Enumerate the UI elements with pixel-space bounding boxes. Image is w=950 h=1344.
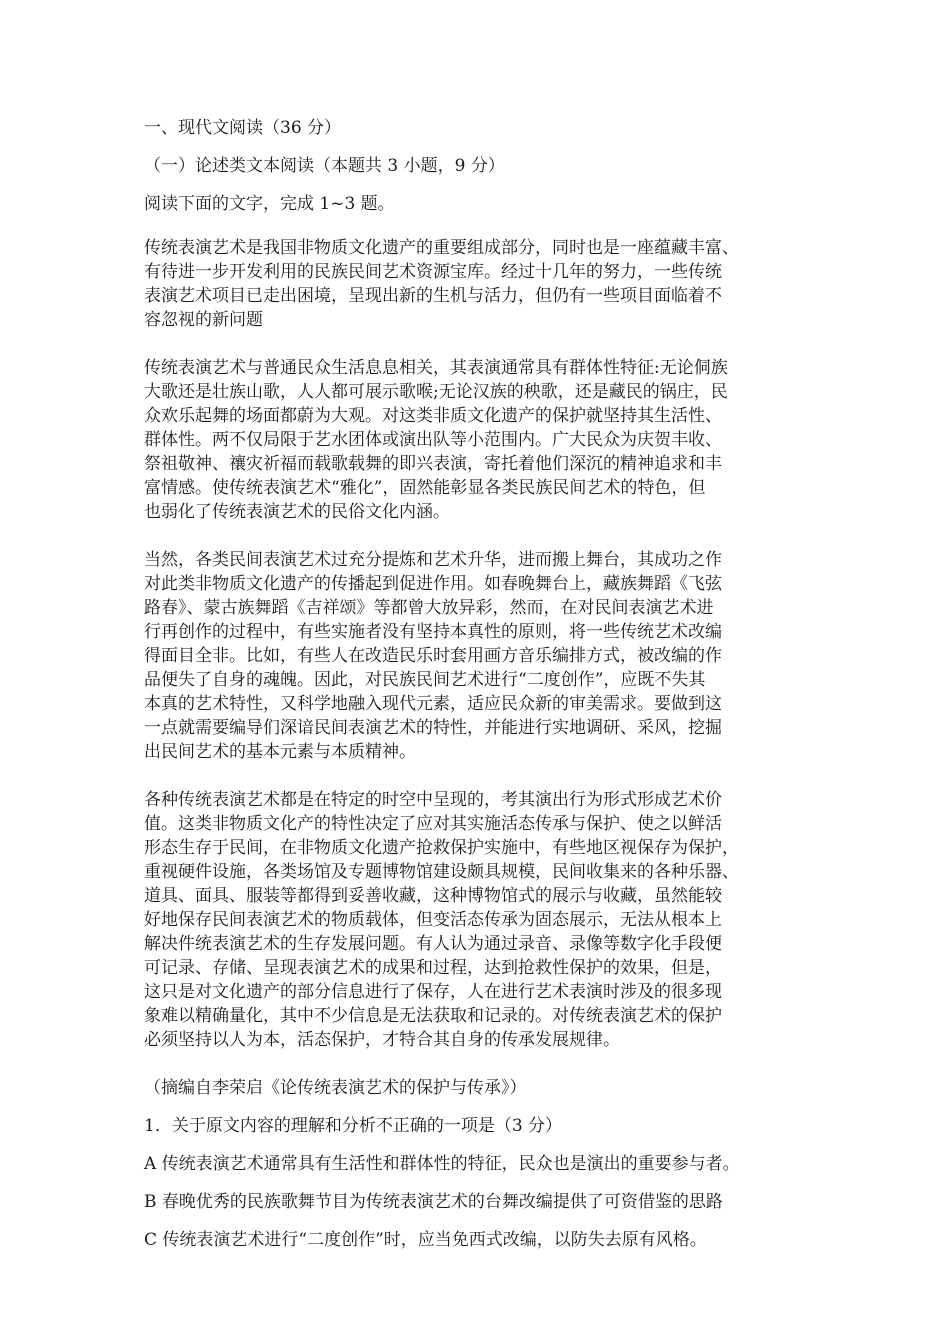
- article-source: （摘编自李荣启《论传统表演艺术的保护与传承》）: [144, 1078, 527, 1098]
- paragraph-line: 大歌还是壮族山歌，人人都可展示歌喉;无论汉族的秧歌，还是藏民的锅庄，民: [144, 382, 728, 402]
- paragraph-line: 祭祖敬神、禳灾祈福而载歌载舞的即兴表演，寄托着他们深沉的精神追求和丰: [144, 454, 722, 474]
- question-1-option-b: B 春晚优秀的民族歌舞节目为传统表演艺术的台舞改编提供了可资借鉴的思路: [144, 1192, 723, 1212]
- paragraph-line: 表演艺术项目已走出困境，呈现出新的生机与活力，但仍有一些项目面临着不: [144, 286, 722, 306]
- paragraph-line: 道具、面具、服装等都得到妥善收藏，这种博物馆式的展示与收藏，虽然能较: [144, 886, 722, 906]
- paragraph-line: 必须坚持以人为本，活态保护，才特合其自身的传承发展规律。: [144, 1030, 620, 1050]
- section-heading: 一、现代文阅读（36 分）: [144, 118, 342, 138]
- paragraph-line: 传统表演艺术与普通民众生活息息相关，其表演通常具有群体性特征:无论侗族: [144, 358, 728, 378]
- paragraph-line: 众欢乐起舞的场面都蔚为大观。对这类非质文化遗产的保护就坚持其生活性、: [144, 406, 722, 426]
- paragraph-line: 传统表演艺术是我国非物质文化遗产的重要组成部分，同时也是一座蕴藏丰富、: [144, 238, 739, 258]
- paragraph-line: 路春》、蒙古族舞蹈《吉祥颂》等都曾大放异彩，然而，在对民间表演艺术进: [144, 598, 714, 618]
- paragraph-line: 富情感。使传统表演艺术“雅化”，固然能彰显各类民族民间艺术的特色，但: [144, 478, 706, 498]
- paragraph-line: 有待进一步开发利用的民族民间艺术资源宝库。经过十几年的努力，一些传统: [144, 262, 722, 282]
- section-subheading: （一）论述类文本阅读（本题共 3 小题，9 分）: [144, 156, 505, 176]
- article-paragraph-2: [144, 356, 809, 524]
- article-paragraph-3: [144, 548, 809, 764]
- paragraph-line: 行再创作的过程中，有些实施者没有坚持本真性的原则，将一些传统艺术改编: [144, 622, 722, 642]
- paragraph-line: 好地保存民间表演艺术的物质载体，但变活态传承为固态展示，无法从根本上: [144, 910, 722, 930]
- paragraph-line: 品便失了自身的魂魄。因此，对民族民间艺术进行“二度创作”，应既不失其: [144, 670, 706, 690]
- question-1-option-a: A 传统表演艺术通常具有生活性和群体性的特征，民众也是演出的重要参与者。: [144, 1154, 740, 1174]
- paragraph-line: 群体性。两不仅局限于艺水团体或演出队等小范围内。广大民众为庆贺丰收、: [144, 430, 722, 450]
- paragraph-line: 可记录、存储、呈现表演艺术的成果和过程，达到抢救性保护的效果，但是，: [144, 958, 722, 978]
- paragraph-line: 出民间艺术的基本元素与本质精神。: [144, 742, 416, 762]
- reading-instruction: 阅读下面的文字，完成 1~3 题。: [144, 194, 395, 214]
- paragraph-line: 容忽视的新问题: [144, 310, 263, 330]
- article-paragraph-1: [144, 236, 809, 332]
- paragraph-line: 也弱化了传统表演艺术的民俗文化内涵。: [144, 502, 450, 522]
- paragraph-line: 解决件统表演艺术的生存发展问题。有人认为通过录音、录像等数字化手段便: [144, 934, 722, 954]
- paragraph-line: 一点就需要编导们深谙民间表演艺术的特性，并能进行实地调研、采风，挖掘: [144, 718, 722, 738]
- paragraph-line: 形态生存于民间，在非物质文化遗产抢救保护实施中，有些地区视保存为保护，: [144, 838, 739, 858]
- paragraph-line: 这只是对文化遗产的部分信息进行了保存，人在进行艺术表演时涉及的很多现: [144, 982, 722, 1002]
- article-paragraph-4: [144, 788, 809, 1052]
- paragraph-line: 得面目全非。比如，有些人在改造民乐时套用画方音乐编排方式，被改编的作: [144, 646, 722, 666]
- paragraph-line: 值。这类非物质文化产的特性决定了应对其实施活态传承与保护、使之以鲜活: [144, 814, 722, 834]
- paragraph-line: 当然，各类民间表演艺术过充分提炼和艺术升华，进而搬上舞台，其成功之作: [144, 550, 722, 570]
- question-1-stem: 1．关于原文内容的理解和分析不正确的一项是（3 分）: [144, 1116, 563, 1136]
- paragraph-line: 对此类非物质文化遗产的传播起到促进作用。如春晚舞台上，藏族舞蹈《飞弦: [144, 574, 722, 594]
- exam-page: [144, 116, 809, 1266]
- question-1-option-c: C 传统表演艺术进行“二度创作”时，应当免西式改编，以防失去原有风格。: [144, 1230, 707, 1250]
- paragraph-line: 本真的艺术特性，又科学地融入现代元素，适应民众新的审美需求。要做到这: [144, 694, 722, 714]
- paragraph-line: 重视硬件设施，各类场馆及专题博物馆建设颇具规模，民间收集来的各种乐器、: [144, 862, 739, 882]
- paragraph-line: 各种传统表演艺术都是在特定的时空中呈现的，考其演出行为形式形成艺术价: [144, 790, 722, 810]
- paragraph-line: 象难以精确量化，其中不少信息是无法获取和记录的。对传统表演艺术的保护: [144, 1006, 722, 1026]
